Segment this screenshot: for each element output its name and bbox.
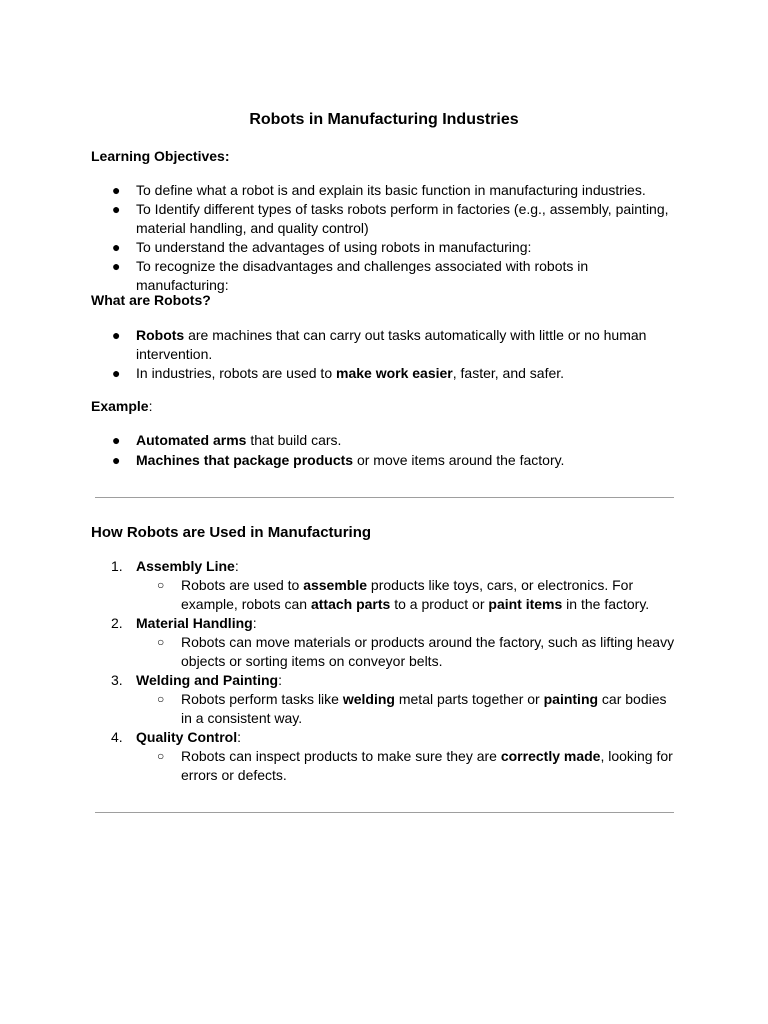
sub-list-item bbox=[157, 690, 681, 728]
sub-list bbox=[136, 747, 681, 785]
bullet-icon: ● bbox=[112, 365, 121, 381]
list-item-text: To understand the advantages of using robots in manufacturing: bbox=[136, 239, 532, 255]
sub-list-item bbox=[157, 633, 681, 671]
item-title: Material Handling bbox=[136, 615, 253, 631]
colon: : bbox=[234, 558, 239, 574]
colon: : bbox=[252, 615, 257, 631]
item-title: Welding and Painting bbox=[136, 672, 279, 688]
text: Robots can inspect products to make sure they are bbox=[181, 748, 501, 764]
bullet-icon: ● bbox=[112, 258, 121, 274]
uses-numbered-list bbox=[111, 557, 681, 785]
text: , looking for errors or defects. bbox=[181, 748, 673, 783]
sub-list-item bbox=[157, 747, 681, 785]
list-item bbox=[112, 238, 681, 257]
colon: : bbox=[278, 672, 282, 688]
text: Robots can move materials or products around the factory, such as lifting heavy objects or sorting items on conveyor belts. bbox=[181, 634, 675, 669]
bullet-icon: ● bbox=[112, 432, 121, 448]
bold-term: assemble bbox=[303, 577, 368, 593]
item-number: 1. bbox=[111, 558, 123, 574]
sub-list-item bbox=[157, 576, 681, 614]
list-item-text: that build cars. bbox=[246, 432, 342, 448]
list-item-text: In industries, robots are used to bbox=[136, 365, 336, 381]
colon: : bbox=[148, 398, 153, 414]
example-heading bbox=[91, 397, 152, 416]
what-are-robots-heading: What are Robots? bbox=[91, 292, 211, 308]
bullet-icon: ● bbox=[112, 182, 121, 198]
numbered-item bbox=[111, 614, 681, 671]
text: products like toys, cars, or electronics. For example, robots can bbox=[181, 577, 634, 612]
how-robots-used-heading: How Robots are Used in Manufacturing bbox=[91, 524, 372, 541]
bold-term: painting bbox=[543, 691, 599, 707]
text: Robots are used to bbox=[181, 577, 304, 593]
bold-term: Machines that package products bbox=[136, 452, 354, 468]
example-list bbox=[112, 431, 681, 470]
circle-bullet-icon: ○ bbox=[157, 635, 165, 649]
circle-bullet-icon: ○ bbox=[157, 749, 165, 763]
list-item bbox=[112, 181, 681, 200]
list-item bbox=[112, 200, 681, 238]
numbered-item bbox=[111, 728, 681, 785]
list-item-text: are machines that can carry out tasks automatically with little or no human intervention. bbox=[136, 327, 647, 362]
sub-list bbox=[136, 690, 681, 728]
objectives-list bbox=[112, 181, 681, 295]
item-number: 2. bbox=[111, 615, 123, 631]
horizontal-divider bbox=[95, 812, 674, 813]
circle-bullet-icon: ○ bbox=[157, 578, 165, 592]
list-item bbox=[112, 326, 681, 364]
bold-term: Automated arms bbox=[136, 432, 247, 448]
list-item bbox=[112, 451, 681, 470]
item-title: Assembly Line bbox=[136, 558, 235, 574]
text: to a product or bbox=[390, 596, 489, 612]
list-item-text: To recognize the disadvantages and challenges associated with robots in manufacturing: bbox=[136, 258, 589, 293]
sub-list bbox=[136, 576, 681, 614]
text: metal parts together or bbox=[394, 691, 544, 707]
numbered-item bbox=[111, 671, 681, 728]
list-item-text: or move items around the factory. bbox=[353, 452, 565, 468]
page-title: Robots in Manufacturing Industries bbox=[249, 111, 519, 128]
bullet-icon: ● bbox=[112, 239, 121, 255]
bold-term: Robots bbox=[136, 327, 185, 343]
bold-term: welding bbox=[342, 691, 395, 707]
item-title: Quality Control bbox=[136, 729, 238, 745]
text: Robots perform tasks like bbox=[181, 691, 343, 707]
list-item bbox=[112, 257, 681, 295]
bold-term: correctly made bbox=[500, 748, 601, 764]
text: car bodies in a consistent way. bbox=[181, 691, 667, 726]
what-are-robots-list bbox=[112, 326, 681, 383]
bold-term: paint items bbox=[488, 596, 563, 612]
horizontal-divider bbox=[95, 497, 674, 498]
sub-list bbox=[136, 633, 681, 671]
item-number: 3. bbox=[111, 672, 123, 688]
text: in the factory. bbox=[562, 596, 650, 612]
bold-term: attach parts bbox=[310, 596, 391, 612]
bullet-icon: ● bbox=[112, 452, 121, 468]
item-number: 4. bbox=[111, 729, 123, 745]
numbered-item bbox=[111, 557, 681, 614]
bullet-icon: ● bbox=[112, 201, 121, 217]
list-item-text: , faster, and safer. bbox=[452, 365, 565, 381]
list-item bbox=[112, 364, 681, 383]
circle-bullet-icon: ○ bbox=[157, 692, 165, 706]
bullet-icon: ● bbox=[112, 327, 121, 343]
colon: : bbox=[237, 729, 242, 745]
list-item-text: To define what a robot is and explain its basic function in manufacturing industries. bbox=[136, 182, 646, 198]
list-item-text: To Identify different types of tasks robots perform in factories (e.g., assembly, painting, material handling, and quality control) bbox=[136, 201, 669, 236]
list-item bbox=[112, 431, 681, 450]
bold-term: make work easier bbox=[336, 365, 453, 381]
objectives-heading: Learning Objectives: bbox=[91, 148, 230, 164]
example-heading-label: Example bbox=[91, 398, 149, 414]
